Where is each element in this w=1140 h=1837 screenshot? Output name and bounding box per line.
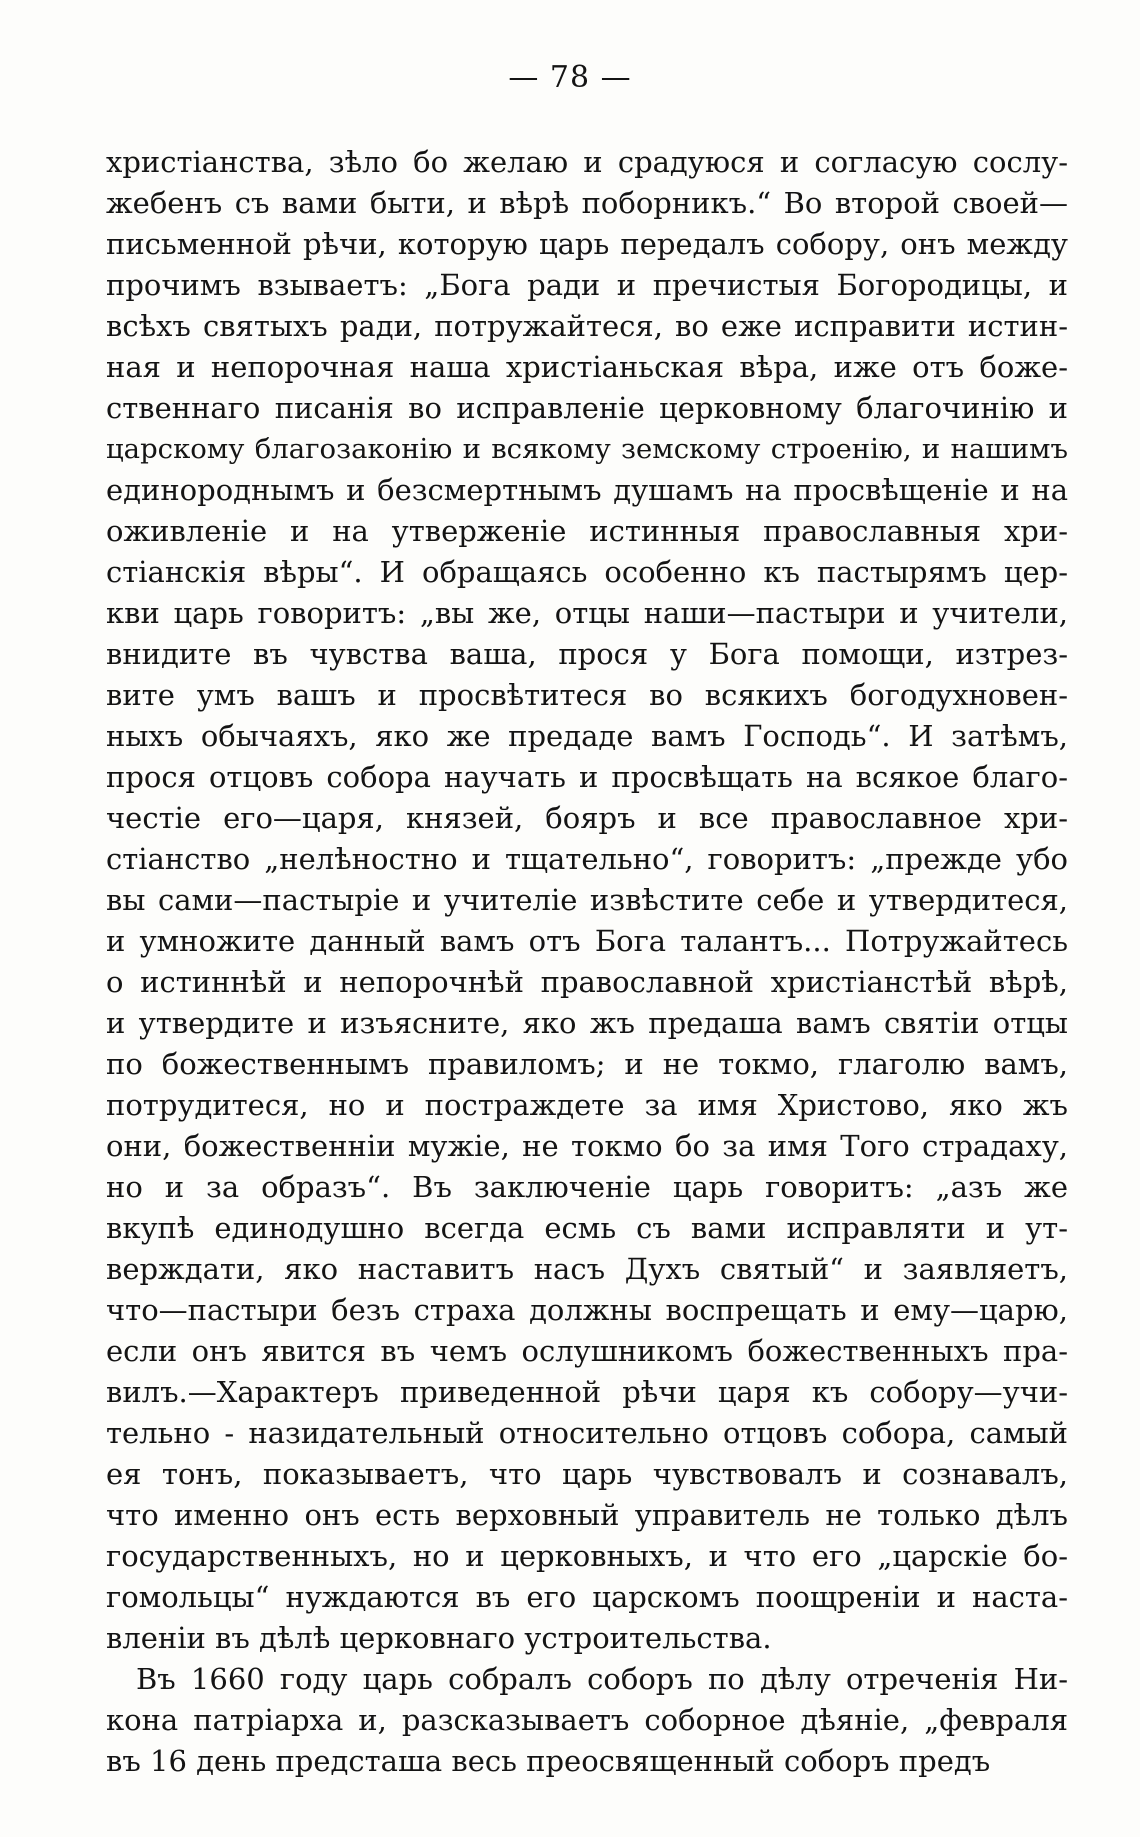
- text-line: о истиннѣй и непорочнѣй православной христіанстѣй вѣрѣ,: [106, 965, 1068, 999]
- text-line: вленіи въ дѣлѣ церковнаго устроительства.: [106, 1621, 772, 1655]
- text-line: гомольцы“ нуждаются въ его царскомъ поощреніи и наста-: [106, 1580, 1068, 1614]
- text-line: ственнаго писанія во исправленіе церковному благочинію и: [106, 391, 1068, 425]
- text-line: они, божественніи мужіе, не токмо бо за имя Того страдаху,: [106, 1129, 1068, 1163]
- text-line: честіе его—царя, князей, бояръ и все православное хри-: [106, 801, 1068, 835]
- text-line: оживленіе и на утверженіе истинныя православныя хри-: [106, 514, 1068, 548]
- text-line: вилъ.—Характеръ приведенной рѣчи царя къ собору—учи-: [106, 1375, 1068, 1409]
- text-line: прося отцовъ собора научать и просвѣщать на всякое благо-: [106, 760, 1068, 794]
- paragraph: [106, 142, 1068, 1659]
- text-line: христіанства, зѣло бо желаю и срадуюся и согласую сослу-: [106, 145, 1068, 179]
- text-line: письменной рѣчи, которую царь передалъ собору, онъ между: [106, 227, 1068, 261]
- text-line: и утвердите и изъясните, яко жъ предаша вамъ святіи отцы: [106, 1006, 1068, 1040]
- text-line: но и за образъ“. Въ заключеніе царь говоритъ: „азъ же: [106, 1170, 1068, 1204]
- body-text: [106, 142, 1068, 1782]
- text-line: вы сами—пастыріе и учителіе извѣстите себе и утвердитеся,: [106, 883, 1068, 917]
- text-line: стіанство „нелѣностно и тщательно“, говоритъ: „прежде убо: [106, 842, 1068, 876]
- text-line: вкупѣ единодушно всегда есмь съ вами исправляти и ут-: [106, 1211, 1068, 1245]
- text-line: Въ 1660 году царь собралъ соборъ по дѣлу отреченія Ни-: [136, 1662, 1068, 1696]
- text-line: потрудитеся, но и постраждете за имя Христово, яко жъ: [106, 1088, 1068, 1122]
- text-line: тельно - назидательный относительно отцовъ собора, самый: [106, 1416, 1068, 1450]
- text-line: прочимъ взываетъ: „Бога ради и пречистыя Богородицы, и: [106, 268, 1068, 302]
- text-line: ныхъ обычаяхъ, яко же предаде вамъ Господь“. И затѣмъ,: [106, 719, 1068, 753]
- text-line: въ 16 день предсташа весь преосвященный соборъ предъ: [106, 1744, 991, 1778]
- text-line: единороднымъ и безсмертнымъ душамъ на просвѣщеніе и на: [106, 473, 1068, 507]
- text-line: по божественнымъ правиломъ; и не токмо, глаголю вамъ,: [106, 1047, 1068, 1081]
- text-line: кона патріарха и, разсказываетъ соборное дѣяніе, „февраля: [106, 1703, 1068, 1737]
- text-line: что именно онъ есть верховный управитель не только дѣлъ: [106, 1498, 1068, 1532]
- text-line: что—пастыри безъ страха должны воспрещать и ему—царю,: [106, 1293, 1068, 1327]
- text-line: государственныхъ, но и церковныхъ, и что его „царскіе бо-: [106, 1539, 1068, 1573]
- text-line: если онъ явится въ чемъ ослушникомъ божественныхъ пра-: [106, 1334, 1068, 1368]
- page-number: — 78 —: [508, 60, 632, 95]
- text-line: верждати, яко наставитъ насъ Духъ святый“ и заявляетъ,: [106, 1252, 1068, 1286]
- text-line: жебенъ съ вами быти, и вѣрѣ поборникъ.“ Во второй своей—: [106, 186, 1068, 220]
- text-line: царскому благозаконію и всякому земскому строенію, и нашимъ: [106, 433, 1068, 465]
- text-line: стіанскія вѣры“. И обращаясь особенно къ пастырямъ цер-: [106, 555, 1068, 589]
- text-line: вите умъ вашъ и просвѣтитеся во всякихъ богодухновен-: [106, 678, 1068, 712]
- text-line: всѣхъ святыхъ ради, потружайтеся, во еже исправити истин-: [106, 309, 1068, 343]
- text-line: кви царь говоритъ: „вы же, отцы наши—пастыри и учители,: [106, 596, 1068, 630]
- text-line: внидите въ чувства ваша, прося у Бога помощи, изтрез-: [106, 637, 1068, 671]
- text-line: ная и непорочная наша христіаньская вѣра, иже отъ боже-: [106, 350, 1068, 384]
- text-line: и умножите данный вамъ отъ Бога талантъ... Потружайтесь: [106, 924, 1068, 958]
- text-line: ея тонъ, показываетъ, что царь чувствовалъ и сознавалъ,: [106, 1457, 1068, 1491]
- paragraph: [106, 1659, 1068, 1782]
